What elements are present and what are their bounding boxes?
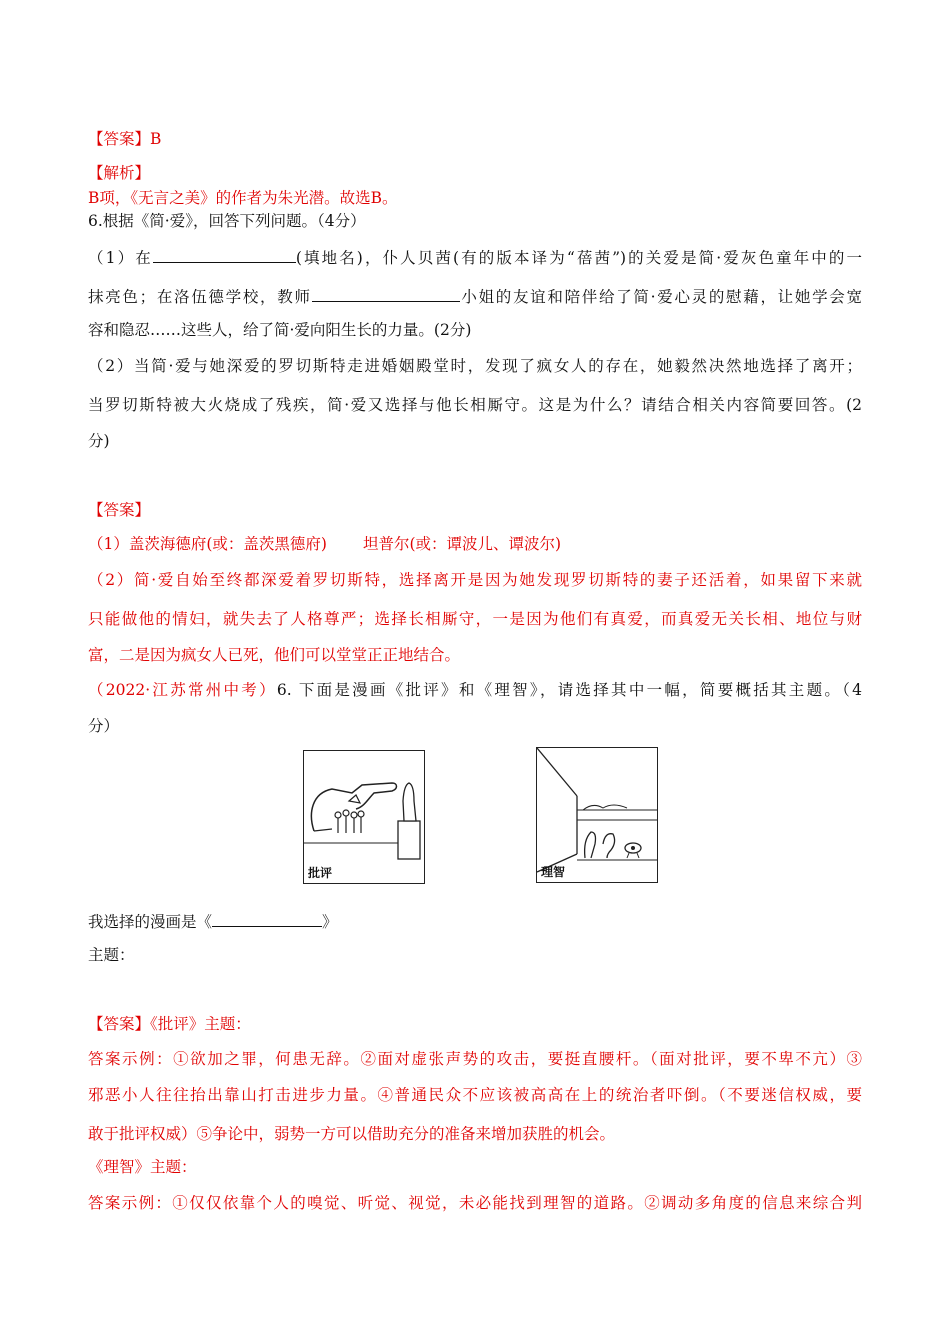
- comic-caption: 批评: [308, 866, 333, 880]
- fill-blank[interactable]: [212, 909, 322, 927]
- question-line: 抹亮色；在洛伍德学校，教师 小姐的友谊和陪伴给了简·爱心灵的慰藉，让她学会宽: [88, 284, 862, 307]
- answer-label: 【答案】: [88, 130, 151, 148]
- question-line: 容和隐忍……这些人，给了简·爱向阳生长的力量。(2分): [88, 321, 472, 339]
- comic-criticism: [303, 750, 425, 884]
- answer-line: [88, 129, 161, 149]
- analysis-text: B项，《无言之美》的作者为朱光潜。故选B。: [88, 189, 398, 207]
- answer-line: （2）简·爱自始至终都深爱着罗切斯特，选择离开是因为她发现罗切斯特的妻子还活着，如果留下来就: [88, 571, 862, 589]
- fill-blank[interactable]: [153, 245, 296, 263]
- answer-subtitle: 《理智》主题：: [88, 1158, 197, 1176]
- theme-label: 主题：: [88, 946, 135, 964]
- choose-line: 我选择的漫画是《 》: [88, 909, 338, 932]
- question-line: （2）当简·爱与她深爱的罗切斯特走进婚姻殿堂时，发现了疯女人的存在，她毅然决然地选择了离开；: [88, 357, 862, 375]
- answer-line: 敢于批评权威）⑤争论中，弱势一方可以借助充分的准备来增加获胜的机会。: [88, 1125, 616, 1143]
- answer-value: B: [150, 130, 162, 148]
- question-line: 分）: [88, 717, 120, 735]
- reason-drawing: [537, 748, 657, 882]
- question-line: （2022·江苏常州中考）6. 下面是漫画《批评》和《理智》，请选择其中一幅，简要概括其主题。（4: [88, 681, 862, 699]
- question-title: 6.根据《简·爱》，回答下列问题。（4分）: [88, 212, 366, 230]
- answer-label: 【答案】: [88, 501, 151, 519]
- question-line: 分): [88, 432, 110, 450]
- fill-blank[interactable]: [312, 284, 460, 302]
- comic-caption: 理智: [541, 865, 566, 879]
- analysis-label: 【解析】: [88, 164, 151, 182]
- answer-line: 答案示例：①欲加之罪，何患无辞。②面对虚张声势的攻击，要挺直腰杆。（面对批评，要不卑不亢）③: [88, 1050, 862, 1068]
- answer-line: 邪恶小人往往抬出靠山打击进步力量。④普通民众不应该被高高在上的统治者吓倒。（不要迷信权威，要: [88, 1086, 862, 1104]
- question-line: （1）在 (填地名)，仆人贝茜(有的版本译为“蓓茜”)的关爱是简·爱灰色童年中的一: [88, 245, 862, 268]
- answer-line: 富，二是因为疯女人已死，他们可以堂堂正正地结合。: [88, 646, 461, 664]
- answer-line: 答案示例：①仅仅依靠个人的嗅觉、听觉、视觉，未必能找到理智的道路。②调动多角度的信息来综合判: [88, 1194, 862, 1212]
- source-tag: （2022·江苏常州中考）: [88, 681, 277, 699]
- answer-line: 【答案】《批评》主题：: [88, 1015, 251, 1033]
- answer-line: 只能做他的情妇，就失去了人格尊严；选择长相厮守，一是因为他们有真爱，而真爱无关长相、地位与财: [88, 610, 862, 628]
- question-line: 当罗切斯特被大火烧成了残疾，简·爱又选择与他长相厮守。这是为什么？请结合相关内容简要回答。(2: [88, 396, 862, 414]
- answer-line: （1）盖茨海德府(或：盖茨黑德府) 坦普尔(或：谭波儿、谭波尔): [88, 535, 562, 553]
- comic-reason: [536, 747, 658, 883]
